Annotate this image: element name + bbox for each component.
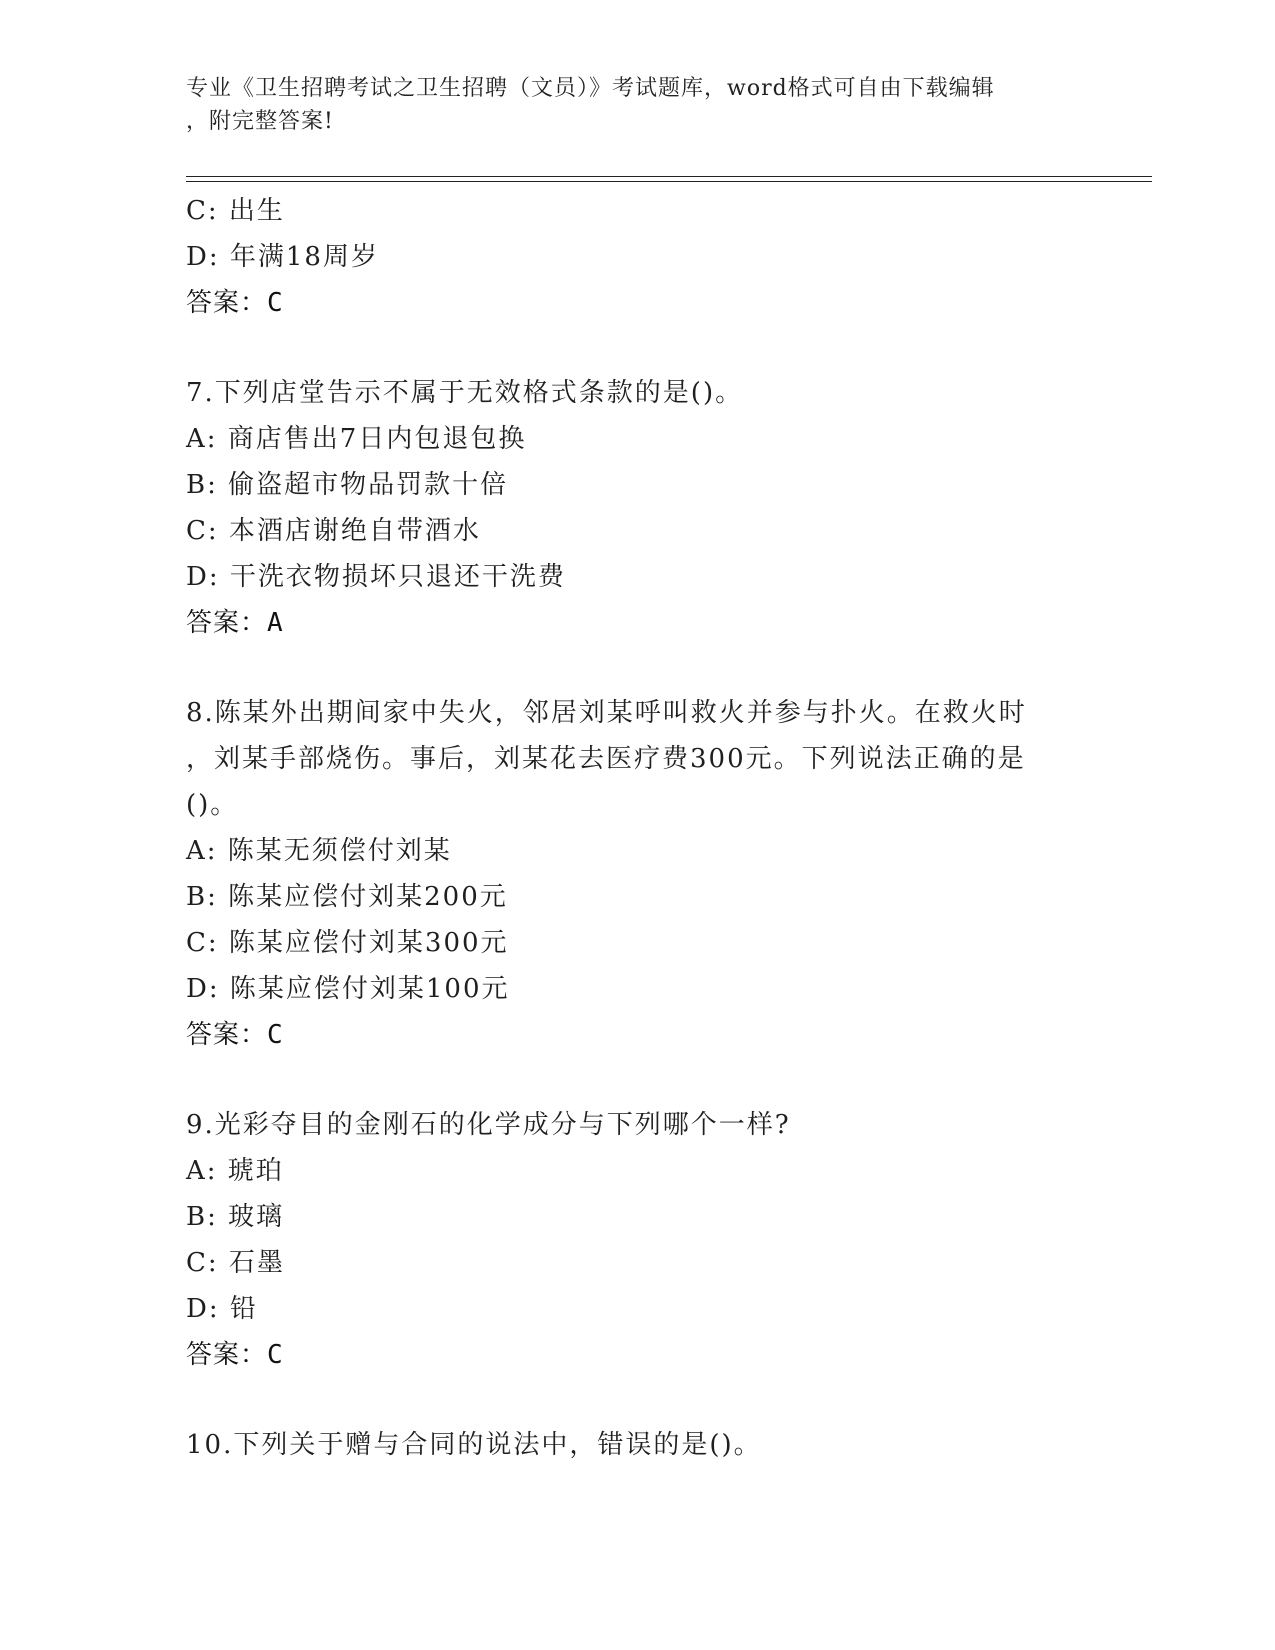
option-c: C: 陈某应偿付刘某300元 — [186, 928, 509, 958]
document-header — [186, 72, 1066, 138]
question-9 — [186, 1102, 1066, 1378]
question-stem: 9.光彩夺目的金刚石的化学成分与下列哪个一样? — [186, 1110, 791, 1140]
answer-label: 答案： — [186, 608, 268, 638]
question-stem-line-3: ()。 — [186, 790, 239, 820]
option-a: A: 陈某无须偿付刘某 — [186, 836, 452, 866]
answer-label: 答案： — [186, 1020, 268, 1050]
option-d: D: 铅 — [186, 1294, 258, 1324]
question-7 — [186, 370, 1066, 646]
answer-value: C — [267, 1340, 284, 1370]
question-list — [186, 188, 1066, 1468]
answer-value: C — [267, 288, 284, 318]
option-a: A: 琥珀 — [186, 1156, 284, 1186]
question-stem: 10.下列关于赠与合同的说法中，错误的是()。 — [186, 1430, 762, 1460]
option-a: A: 商店售出7日内包退包换 — [186, 424, 527, 454]
header-line-2: ，附完整答案! — [186, 109, 334, 134]
option-d: D: 陈某应偿付刘某100元 — [186, 974, 510, 1004]
question-6-tail — [186, 188, 1066, 326]
question-8 — [186, 690, 1066, 1058]
answer-line — [186, 280, 1066, 326]
question-stem-line-1: 8.陈某外出期间家中失火，邻居刘某呼叫救火并参与扑火。在救火时 — [186, 698, 1027, 728]
option-c: C: 本酒店谢绝自带酒水 — [186, 516, 481, 546]
option-d: D: 年满18周岁 — [186, 242, 379, 272]
header-line-1: 专业《卫生招聘考试之卫生招聘（文员）》考试题库，word格式可自由下载编辑 — [186, 76, 995, 101]
answer-line — [186, 1332, 1066, 1378]
answer-line — [186, 600, 1066, 646]
answer-value: C — [267, 1020, 284, 1050]
option-c: C: 石墨 — [186, 1248, 285, 1278]
answer-line — [186, 1012, 1066, 1058]
answer-label: 答案： — [186, 1340, 268, 1370]
option-b: B: 偷盗超市物品罚款十倍 — [186, 470, 509, 500]
question-stem-line-2: ，刘某手部烧伤。事后，刘某花去医疗费300元。下列说法正确的是 — [186, 744, 1026, 774]
option-c: C: 出生 — [186, 196, 285, 226]
answer-value: A — [267, 608, 284, 638]
option-b: B: 陈某应偿付刘某200元 — [186, 882, 508, 912]
header-divider-top — [186, 176, 1152, 177]
question-10 — [186, 1422, 1066, 1468]
header-divider-bottom — [186, 181, 1152, 182]
answer-label: 答案： — [186, 288, 268, 318]
option-d: D: 干洗衣物损坏只退还干洗费 — [186, 562, 566, 592]
option-b: B: 玻璃 — [186, 1202, 285, 1232]
question-stem: 7.下列店堂告示不属于无效格式条款的是()。 — [186, 378, 744, 408]
